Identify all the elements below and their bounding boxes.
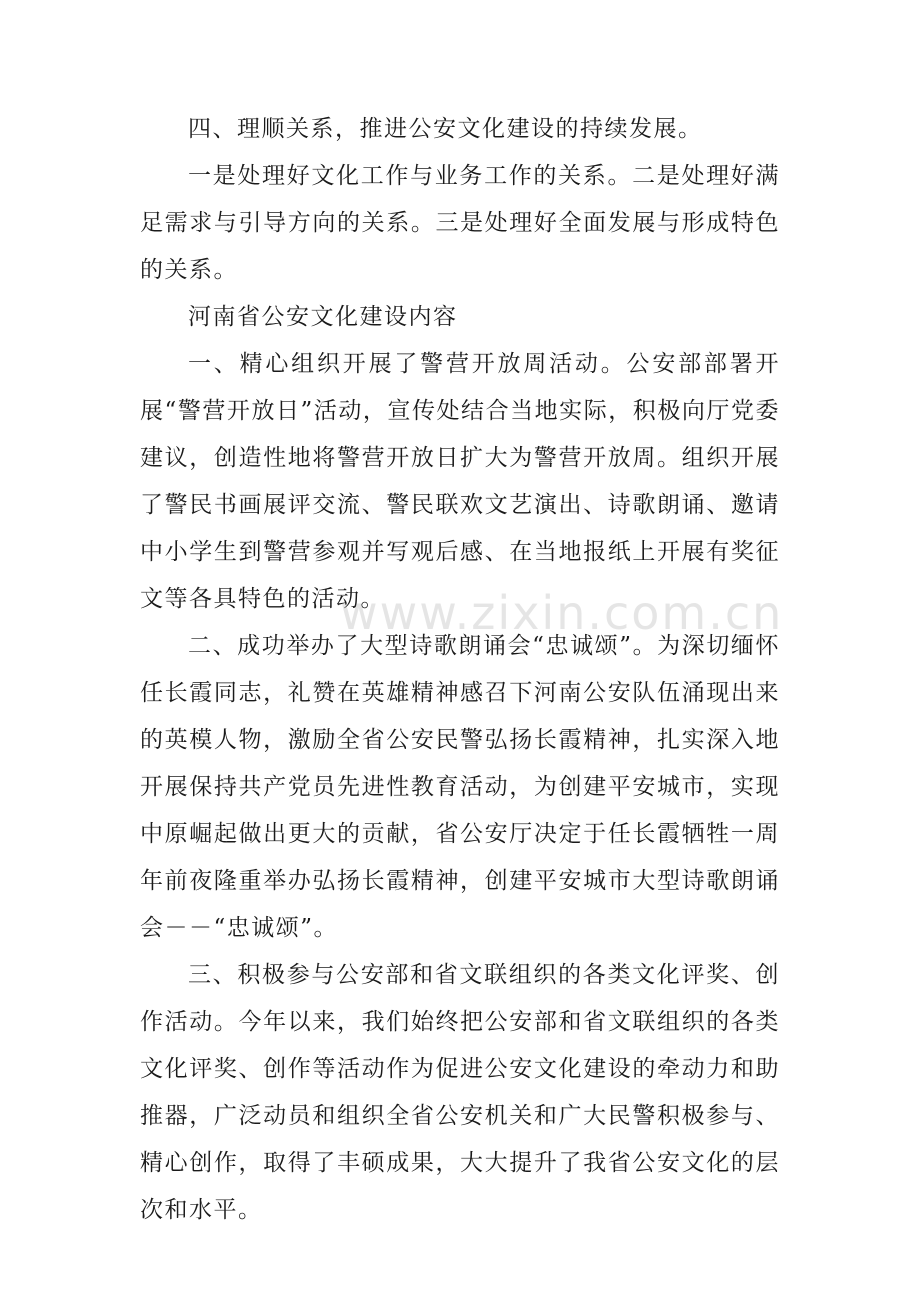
section-title-henan: 河南省公安文化建设内容 [188,304,458,330]
paragraph-open-week: 一、精心组织开展了警营开放周活动。公安部部署开展“警营开放日”活动，宣传处结合当地实际，积极向厅党委建议，创造性地将警营开放日扩大为警营开放周。组织开展了警民书画展评交流、警民联欢文艺演出、诗歌朗诵、邀请中小学生到警营参观并写观后感、在当地报纸上开展有奖征文等各具特色的活动。 [140,351,780,612]
document-body [140,106,780,1234]
paragraph-relations: 一是处理好文化工作与业务工作的关系。二是处理好满足需求与引导方向的关系。三是处理好全面发展与形成特色的关系。 [140,163,780,283]
watermark: www.zixin.com.cn [340,586,784,640]
paragraph-awards: 三、积极参与公安部和省文联组织的各类文化评奖、创作活动。今年以来，我们始终把公安部和省文联组织的各类文化评奖、创作等活动作为促进公安文化建设的牵动力和助推器，广泛动员和组织全省公安机关和广大民警积极参与、精心创作，取得了丰硕成果，大大提升了我省公安文化的层次和水平。 [140,962,780,1223]
section-heading-four: 四、理顺关系，推进公安文化建设的持续发展。 [188,116,703,142]
paragraph-poetry-recital: 二、成功举办了大型诗歌朗诵会“忠诚颂”。为深切缅怀任长霞同志，礼赞在英雄精神感召下河南公安队伍涌现出来的英模人物，激励全省公安民警弘扬长霞精神，扎实深入地开展保持共产党员先进性教育活动，为创建平安城市，实现中原崛起做出更大的贡献，省公安厅决定于任长霞牺牲一周年前夜隆重举办弘扬长霞精神，创建平安城市大型诗歌朗诵会－－“忠诚颂”。 [140,633,780,941]
